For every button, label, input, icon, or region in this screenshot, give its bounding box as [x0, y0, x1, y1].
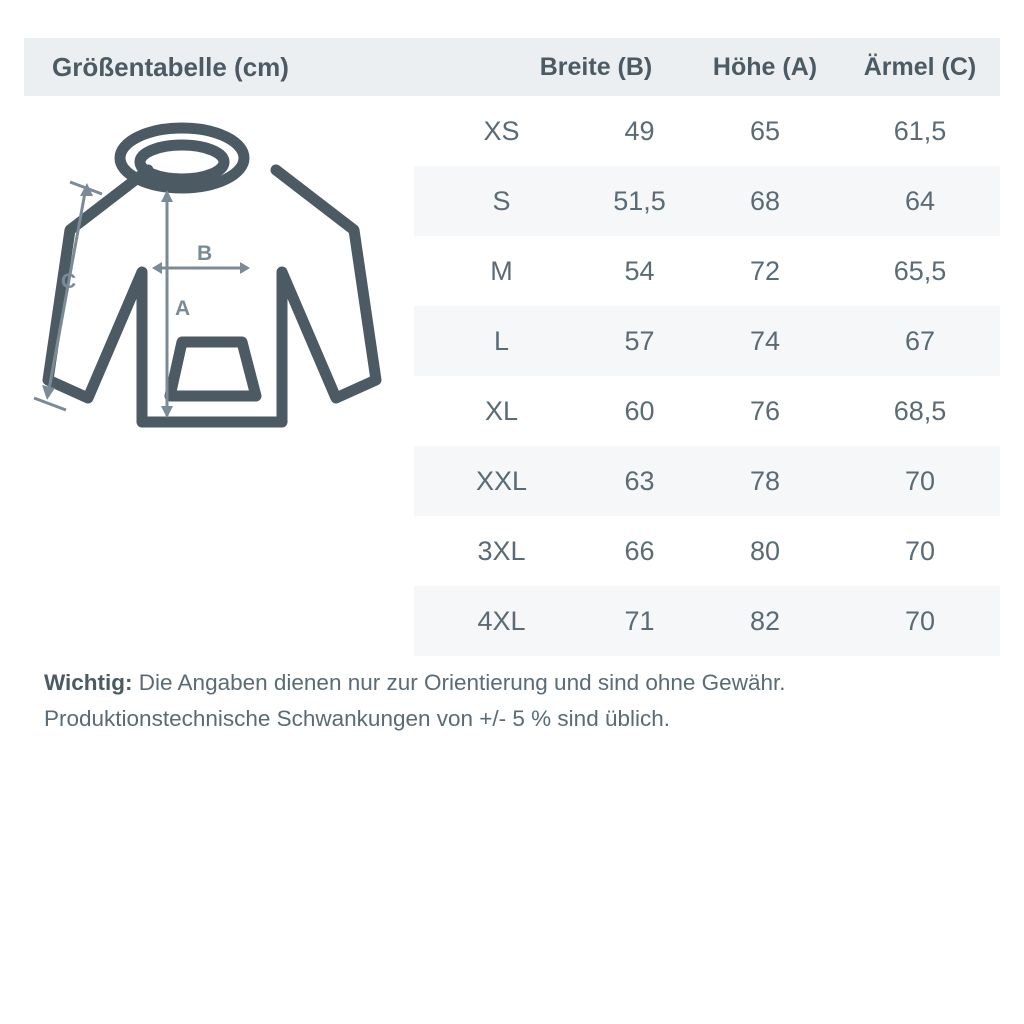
cell-width: 60	[624, 395, 655, 426]
table-row	[414, 236, 1000, 306]
cell-height: 78	[749, 465, 781, 496]
column-header-width: Breite (B)	[539, 52, 653, 81]
cell-width: 63	[624, 465, 655, 496]
cell-height: 82	[749, 605, 781, 636]
cell-width: 49	[624, 115, 655, 146]
cell-size: 3XL	[477, 535, 526, 566]
header-columns	[502, 38, 1000, 96]
disclaimer-label: Wichtig:	[44, 670, 133, 695]
cell-size: 4XL	[477, 605, 526, 636]
table-row	[414, 516, 1000, 586]
cell-sleeve: 70	[904, 605, 936, 636]
table-row	[414, 96, 1000, 166]
cell-size: XS	[483, 115, 520, 146]
dimension-label-sleeve: C	[61, 270, 77, 293]
cell-height: 80	[749, 535, 781, 566]
cell-height: 65	[749, 115, 781, 146]
cell-sleeve: 65,5	[893, 255, 947, 286]
table-row	[414, 586, 1000, 656]
table-row	[414, 166, 1000, 236]
cell-sleeve: 61,5	[893, 115, 947, 146]
cell-width: 57	[624, 325, 655, 356]
cell-height: 72	[749, 255, 781, 286]
cell-height: 76	[749, 395, 781, 426]
cell-size: M	[490, 255, 513, 286]
cell-width: 51,5	[613, 185, 666, 216]
cell-sleeve: 70	[904, 535, 936, 566]
cell-height: 74	[749, 325, 781, 356]
cell-size: XL	[484, 395, 519, 426]
dimension-label-height: A	[175, 297, 191, 320]
table-row	[414, 306, 1000, 376]
table-row	[414, 376, 1000, 446]
cell-height: 68	[749, 185, 781, 216]
cell-sleeve: 70	[904, 465, 936, 496]
column-header-height: Höhe (A)	[712, 52, 818, 81]
hoodie-diagram	[30, 110, 410, 470]
cell-width: 71	[624, 605, 655, 636]
cell-size: XXL	[475, 465, 528, 496]
cell-sleeve: 68,5	[893, 395, 947, 426]
cell-sleeve: 67	[904, 325, 936, 356]
page-title: Größentabelle (cm)	[52, 51, 289, 82]
column-header-sleeve: Ärmel (C)	[863, 52, 977, 81]
cell-width: 54	[624, 255, 655, 286]
table-row	[414, 446, 1000, 516]
cell-width: 66	[624, 535, 655, 566]
size-table	[414, 96, 1000, 656]
disclaimer-note	[44, 665, 1004, 737]
dimension-label-width: B	[197, 242, 213, 265]
cell-size: L	[493, 325, 510, 356]
cell-size: S	[492, 185, 511, 216]
cell-sleeve: 64	[904, 185, 936, 216]
disclaimer-text: Die Angaben dienen nur zur Orientierung und sind ohne Gewähr. Produktionstechnische Schwankungen von +/- 5 % sind üblich.	[44, 670, 786, 731]
size-chart-header	[24, 38, 1000, 96]
